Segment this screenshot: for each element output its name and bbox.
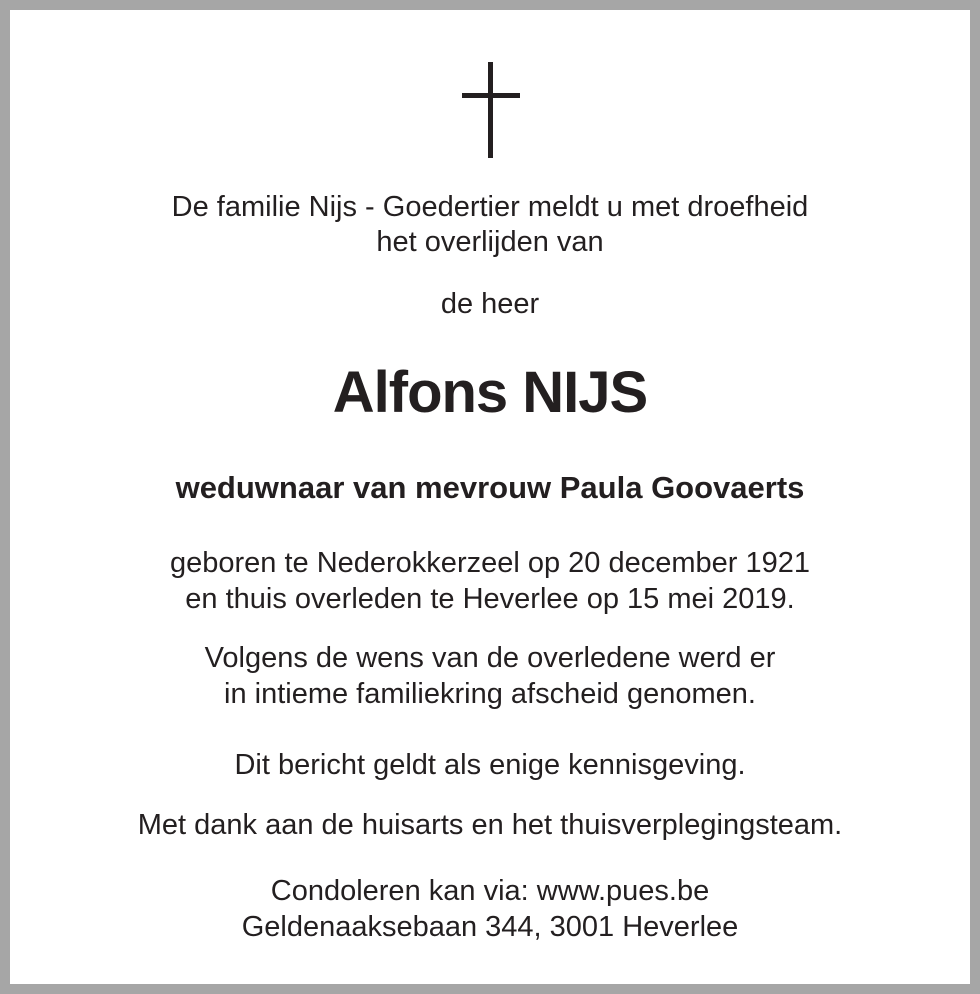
cross-vertical-bar: [488, 62, 493, 158]
condolence-line: Condoleren kan via: www.pues.be: [270, 875, 710, 907]
address-line: Geldenaaksebaan 344, 3001 Heverlee: [241, 911, 739, 943]
honorific: de heer: [440, 288, 540, 320]
deceased-name: Alfons NIJS: [332, 360, 648, 425]
widower-of: weduwnaar van mevrouw Paula Goovaerts: [175, 470, 805, 505]
intro-line-2: het overlijden van: [376, 226, 604, 258]
birth-line: geboren te Nederokkerzeel op 20 december 1921: [169, 547, 811, 579]
death-line: en thuis overleden te Heverlee op 15 mei 2019.: [185, 583, 795, 615]
thanks-line: Met dank aan de huisarts en het thuisverplegingsteam.: [137, 809, 843, 841]
cross-icon: [462, 62, 520, 158]
cross-horizontal-bar: [462, 93, 520, 98]
wish-line-1: Volgens de wens van de overledene werd er: [204, 642, 776, 674]
wish-line-2: in intieme familiekring afscheid genomen.: [224, 678, 756, 710]
intro-line-1: De familie Nijs - Goedertier meldt u met droefheid: [171, 191, 809, 223]
notice-line: Dit bericht geldt als enige kennisgeving.: [234, 749, 746, 781]
